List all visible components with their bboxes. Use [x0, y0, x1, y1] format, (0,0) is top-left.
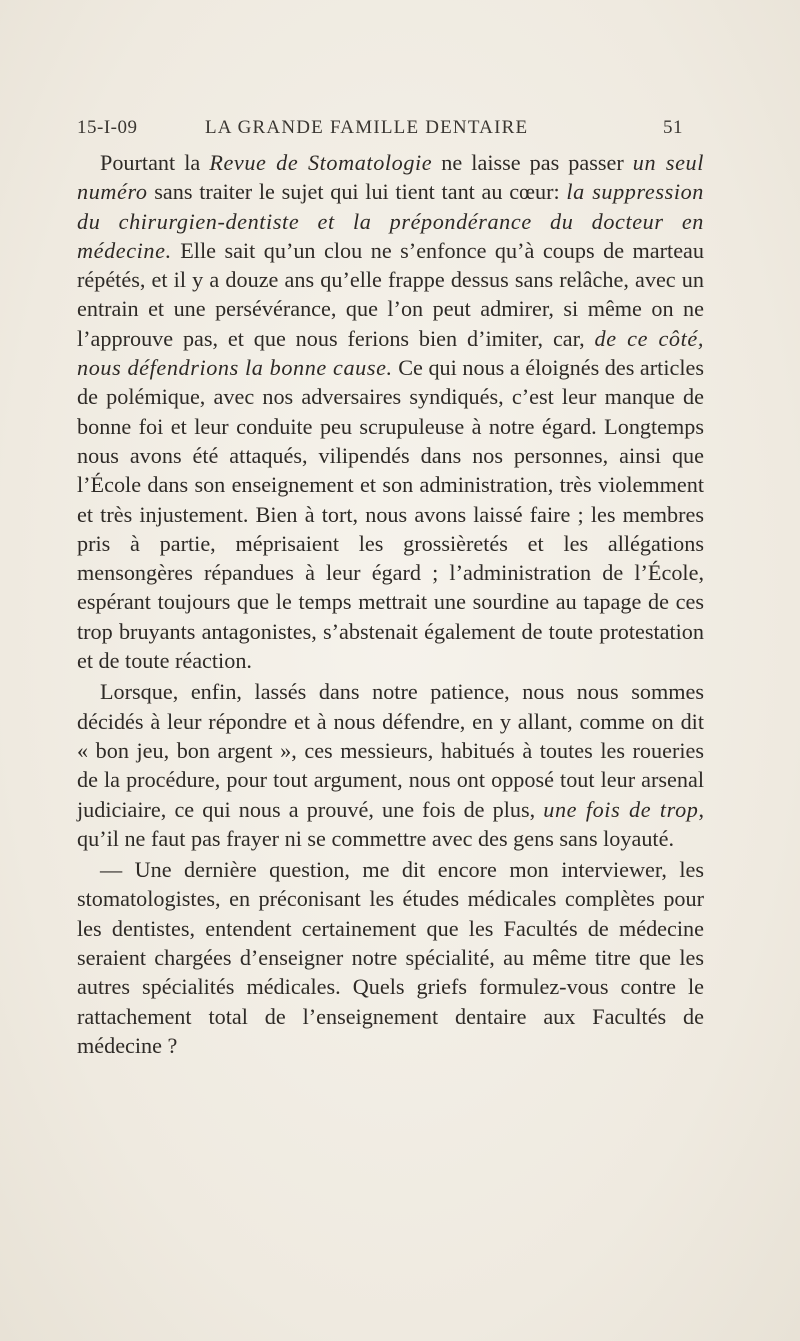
text-segment: Elle sait qu’un clou ne s’enfonce qu’à coups de marteau répétés, et il y a douze ans qu’elle frappe dessus sans relâche, avec un entrain et une persévérance, que l’on peut admirer, si même on ne l’approuve pas, et que nous ferions bien d’imiter, car, — [77, 237, 704, 351]
text-segment: , qu’il ne faut pas frayer ni se commettre avec des gens sans loyauté. — [77, 796, 705, 851]
header-date: 15-I-09 — [77, 117, 138, 138]
text-segment: Pourtant la — [100, 150, 210, 175]
paragraph — [77, 855, 704, 1060]
running-header — [77, 117, 683, 147]
header-title: LA GRANDE FAMILLE DENTAIRE — [205, 117, 529, 138]
page-number: 51 — [663, 117, 683, 138]
italic-segment: la suppression du chirurgien-dentiste et la prépondérance du docteur en médecine. — [77, 179, 704, 263]
text-segment: Ce qui nous a éloignés des articles de polémique, avec nos adversaires syndiqués, c’est leur manque de bonne foi et leur conduite peu scrupuleuse à notre égard. Longtemps nous avons été attaqués, vilipendés dans nos personnes, ainsi que l’École dans son enseignement et son administration, très violemment et très injustement. Bien à tort, nous avons laissé faire ; les membres pris à partie, méprisaient les grossièretés et les allégations mensongères répandues à leur égard ; l’administration de l’École, espérant toujours que le temps mettrait une sourdine au tapage de ces trop bruyants antagonistes, s’abstenait également de toute protestation et de toute réaction. — [77, 355, 704, 674]
paragraph — [77, 677, 704, 853]
italic-segment: un seul numéro — [77, 150, 704, 205]
italic-segment: Revue de Stomatologie — [209, 150, 433, 175]
text-segment: ne laisse pas passer — [432, 150, 633, 175]
text-segment: sans traiter le sujet qui lui tient tant au cœur: — [147, 179, 567, 205]
text-segment: Lorsque, enfin, lassés dans notre patience, nous nous sommes décidés à leur répondre et à nous défendre, en y allant, comme on dit « bon jeu, bon argent », ces messieurs, habitués à toutes les roueries de la procédure, pour tout argument, nous ont opposé tout leur arsenal judiciaire, ce qui nous a prouvé, une fois de plus, — [77, 679, 704, 822]
italic-segment: de ce côté, nous défendrions la bonne cause. — [77, 325, 704, 381]
body-text — [77, 148, 704, 1060]
text-segment: — Une dernière question, me dit encore mon interviewer, les stomatologistes, en préconisant les études médicales complètes pour les dentistes, entendent certainement que les Facultés de médecine seraient chargées d’enseigner notre spécialité, au même titre que les autres spécialités médicales. Quels griefs formulez-vous contre le rattachement total de l’enseignement dentaire aux Facultés de médecine ? — [77, 857, 704, 1058]
italic-segment: une fois de trop — [543, 796, 699, 822]
paragraph — [77, 148, 704, 675]
